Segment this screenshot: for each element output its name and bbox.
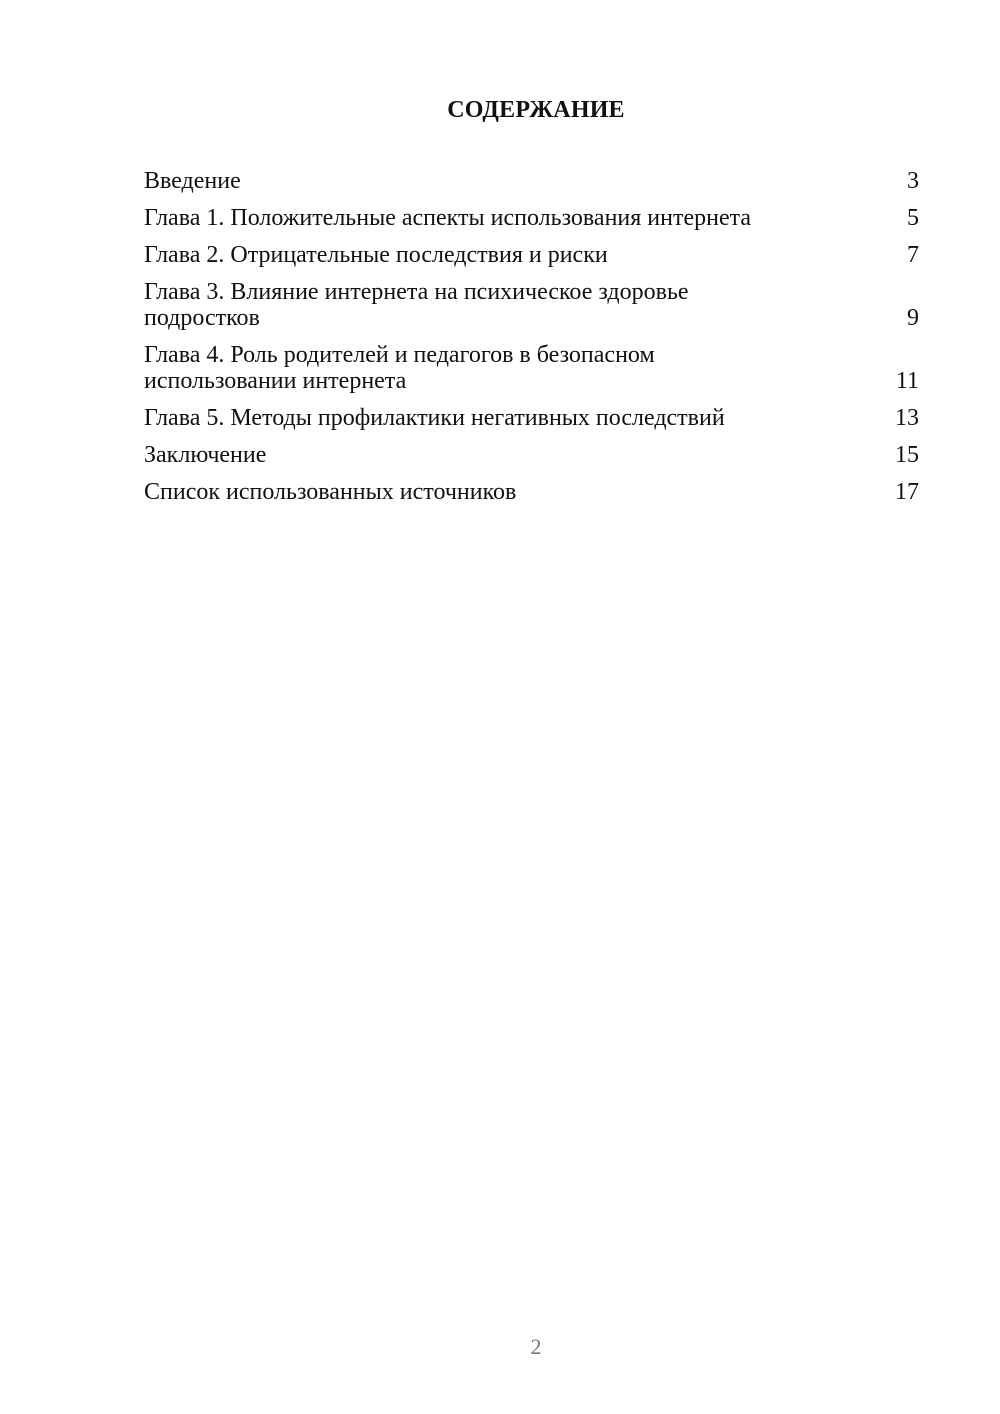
toc-entry-page: 3 [907,168,919,194]
page-title: СОДЕРЖАНИЕ [447,97,625,123]
toc-entry-chapter-4[interactable] [144,342,919,394]
toc-entry-page: 15 [895,442,919,468]
toc-entry-page: 11 [895,368,919,394]
toc-entry-conclusion[interactable] [144,442,919,468]
toc-entry-title: Глава 3. Влияние интернета на психическое здоровье подростков [144,279,689,331]
toc-entry-chapter-5[interactable] [144,405,919,431]
table-of-contents [144,168,919,516]
page-number: 2 [530,1334,542,1359]
toc-entry-title: Глава 2. Отрицательные последствия и риски [144,242,608,268]
toc-entry-chapter-3[interactable] [144,279,919,331]
toc-entry-title: Глава 4. Роль родителей и педагогов в безопасном использовании интернета [144,342,655,394]
toc-entry-references[interactable] [144,479,919,505]
toc-entry-title: Список использованных источников [144,479,517,505]
toc-entry-chapter-2[interactable] [144,242,919,268]
toc-entry-chapter-1[interactable] [144,205,919,231]
toc-entry-title: Глава 1. Положительные аспекты использования интернета [144,205,752,231]
toc-entry-page: 9 [907,305,919,331]
toc-entry-title: Введение [144,168,241,194]
toc-entry-title: Заключение [144,442,267,468]
toc-entry-introduction[interactable] [144,168,919,194]
toc-entry-title: Глава 5. Методы профилактики негативных последствий [144,405,725,431]
toc-entry-page: 17 [895,479,919,505]
toc-entry-page: 7 [907,242,919,268]
toc-entry-page: 13 [895,405,919,431]
toc-entry-page: 5 [907,205,919,231]
